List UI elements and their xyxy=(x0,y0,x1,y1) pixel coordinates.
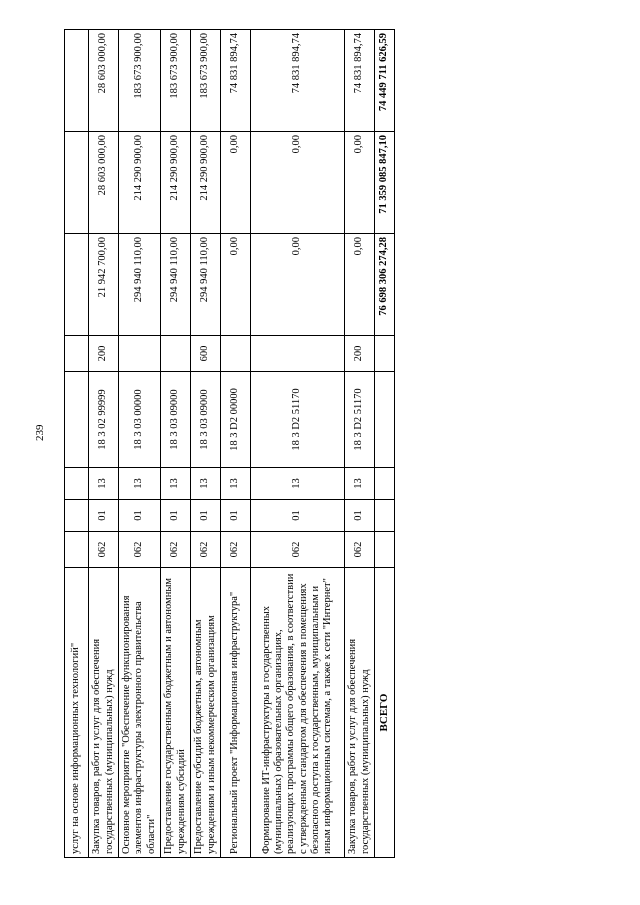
cell-amount-1: 294 940 110,00 xyxy=(161,234,191,336)
cell-rz: 01 xyxy=(251,500,345,532)
cell-pr: 13 xyxy=(221,468,251,500)
cell-amount-3: 74 831 894,74 xyxy=(345,30,375,132)
cell-amount-1: 0,00 xyxy=(345,234,375,336)
cell-vr: 200 xyxy=(89,336,119,372)
row-name: Основное мероприятие "Обеспечение функционирования элементов инфраструктуры электронного правительства области" xyxy=(119,568,161,858)
cell-empty xyxy=(375,532,395,568)
cell-csr: 18 3 D2 00000 xyxy=(221,372,251,468)
cell-csr: 18 3 D2 51170 xyxy=(345,372,375,468)
table-row xyxy=(119,30,161,858)
cell-amount-1: 294 940 110,00 xyxy=(119,234,161,336)
cell-vr xyxy=(65,336,89,372)
cell-rz: 01 xyxy=(89,500,119,532)
cell-amount-2: 214 290 900,00 xyxy=(191,132,221,234)
cell-pr: 13 xyxy=(89,468,119,500)
cell-pr xyxy=(65,468,89,500)
cell-csr: 18 3 03 09000 xyxy=(191,372,221,468)
cell-glrbs: 062 xyxy=(191,532,221,568)
cell-rz: 01 xyxy=(345,500,375,532)
cell-empty xyxy=(375,372,395,468)
cell-amount-2: 214 290 900,00 xyxy=(119,132,161,234)
row-name: Формирование ИТ-инфраструктуры в государственных (муниципальных) образовательных организациях, реализующих программы общего образования, в соответствии с утвержденным стандартом для обеспечения в помещениях безопасного доступа к государственным, муниципальным и иным информационным системам, а также к сети "Интернет" xyxy=(251,568,345,858)
cell-csr xyxy=(65,372,89,468)
cell-rz: 01 xyxy=(191,500,221,532)
page-number: 239 xyxy=(34,424,46,441)
total-row xyxy=(375,30,395,858)
cell-empty xyxy=(375,468,395,500)
cell-pr: 13 xyxy=(251,468,345,500)
cell-pr: 13 xyxy=(191,468,221,500)
cell-glrbs: 062 xyxy=(161,532,191,568)
row-name: Предоставление государственным бюджетным и автономным учреждениям субсидий xyxy=(161,568,191,858)
cell-rz: 01 xyxy=(161,500,191,532)
cell-pr: 13 xyxy=(119,468,161,500)
cell-amount-2 xyxy=(65,132,89,234)
table-row xyxy=(191,30,221,858)
total-amount-1: 76 698 306 274,28 xyxy=(375,234,395,336)
budget-table xyxy=(64,29,395,858)
cell-rz: 01 xyxy=(119,500,161,532)
table-row xyxy=(345,30,375,858)
cell-amount-3: 74 831 894,74 xyxy=(221,30,251,132)
cell-glrbs: 062 xyxy=(345,532,375,568)
cell-amount-3 xyxy=(65,30,89,132)
cell-amount-1: 0,00 xyxy=(251,234,345,336)
cell-amount-2: 0,00 xyxy=(345,132,375,234)
cell-amount-3: 28 603 000,00 xyxy=(89,30,119,132)
table-row xyxy=(161,30,191,858)
row-name: Закупка товаров, работ и услуг для обеспечения государственных (муниципальных) нужд xyxy=(89,568,119,858)
cell-pr: 13 xyxy=(161,468,191,500)
cell-csr: 18 3 03 00000 xyxy=(119,372,161,468)
cell-amount-1: 294 940 110,00 xyxy=(191,234,221,336)
cell-amount-1 xyxy=(65,234,89,336)
cell-amount-3: 74 831 894,74 xyxy=(251,30,345,132)
cell-vr: 600 xyxy=(191,336,221,372)
cell-csr: 18 3 02 99999 xyxy=(89,372,119,468)
row-name: Региональный проект "Информационная инфраструктура" xyxy=(221,568,251,858)
cell-amount-3: 183 673 900,00 xyxy=(119,30,161,132)
cell-csr: 18 3 03 09000 xyxy=(161,372,191,468)
row-name: услуг на основе информационных технологий" xyxy=(65,568,89,858)
cell-vr xyxy=(161,336,191,372)
cell-glrbs: 062 xyxy=(251,532,345,568)
cell-glrbs: 062 xyxy=(119,532,161,568)
cell-amount-2: 0,00 xyxy=(251,132,345,234)
row-name: Предоставление субсидий бюджетным, автономным учреждениям и иным некоммерческим организациям xyxy=(191,568,221,858)
cell-rz: 01 xyxy=(221,500,251,532)
row-name: Закупка товаров, работ и услуг для обеспечения государственных (муниципальных) нужд xyxy=(345,568,375,858)
total-amount-2: 71 359 085 847,10 xyxy=(375,132,395,234)
cell-amount-2: 214 290 900,00 xyxy=(161,132,191,234)
cell-glrbs: 062 xyxy=(221,532,251,568)
cell-rz xyxy=(65,500,89,532)
total-amount-3: 74 449 711 626,59 xyxy=(375,30,395,132)
cell-glrbs xyxy=(65,532,89,568)
cell-amount-2: 0,00 xyxy=(221,132,251,234)
table-row xyxy=(221,30,251,858)
table-row xyxy=(65,30,89,858)
cell-vr xyxy=(251,336,345,372)
total-label: ВСЕГО xyxy=(375,568,395,858)
cell-amount-1: 0,00 xyxy=(221,234,251,336)
cell-amount-3: 183 673 900,00 xyxy=(191,30,221,132)
table-row xyxy=(89,30,119,858)
cell-vr: 200 xyxy=(345,336,375,372)
cell-amount-3: 183 673 900,00 xyxy=(161,30,191,132)
cell-glrbs: 062 xyxy=(89,532,119,568)
cell-vr xyxy=(221,336,251,372)
cell-empty xyxy=(375,336,395,372)
rotated-page xyxy=(64,30,391,858)
cell-amount-2: 28 603 000,00 xyxy=(89,132,119,234)
cell-empty xyxy=(375,500,395,532)
cell-csr: 18 3 D2 51170 xyxy=(251,372,345,468)
cell-vr xyxy=(119,336,161,372)
table-row xyxy=(251,30,345,858)
cell-amount-1: 21 942 700,00 xyxy=(89,234,119,336)
cell-pr: 13 xyxy=(345,468,375,500)
